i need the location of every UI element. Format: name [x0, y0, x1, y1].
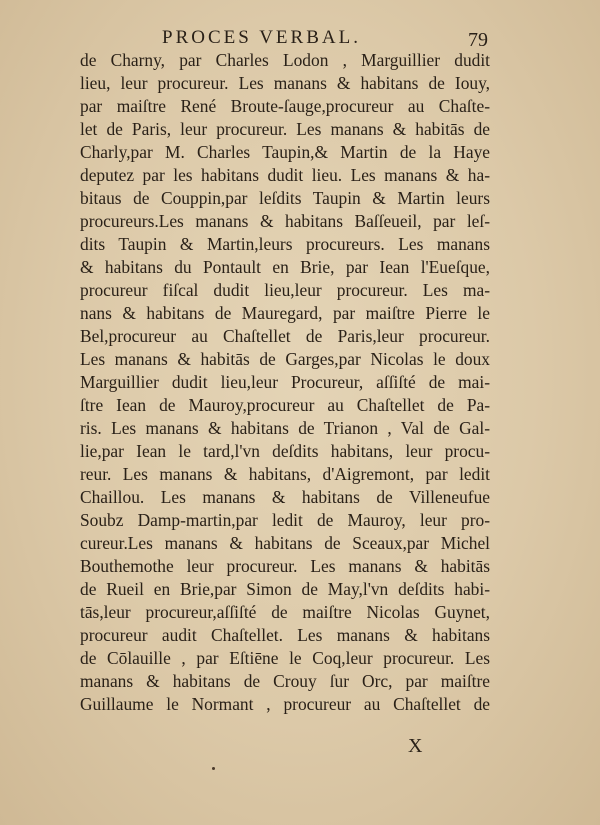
text-line: cureur.Les manans & habitans de Sceaux,par Michel — [80, 533, 490, 553]
text-line: de Charny, par Charles Lodon , Marguillier dudit — [80, 50, 490, 70]
text-line: lie,par Iean le tard,l'vn deſdits habitans, leur procu- — [80, 441, 490, 461]
text-line: procureurs.Les manans & habitans Baſſeueil, par leſ- — [80, 211, 490, 231]
text-line: ris. Les manans & habitans de Trianon , Val de Gal- — [80, 418, 490, 438]
text-line: manans & habitans de Crouy ſur Orc, par maiſtre — [80, 671, 490, 691]
text-line: ſtre Iean de Mauroy,procureur au Chaſtellet de Pa- — [80, 395, 490, 415]
signature-mark: X — [408, 735, 424, 757]
text-line: tās,leur procureur,aſſiſté de maiſtre Nicolas Guynet, — [80, 602, 490, 622]
text-line: par maiſtre René Broute-ſauge,procureur au Chaſte- — [80, 96, 490, 116]
text-line: Marguillier dudit lieu,leur Procureur, aſſiſté de mai- — [80, 372, 490, 392]
text-line: bitaus de Couppin,par leſdits Taupin & Martin leurs — [80, 188, 490, 208]
page-number: 79 — [468, 29, 488, 51]
text-line: Les manans & habitās de Garges,par Nicolas le doux — [80, 349, 490, 369]
running-title: PROCES VERBAL. — [162, 27, 361, 48]
text-line: Chaillou. Les manans & habitans de Villeneufue — [80, 487, 490, 507]
ink-speck — [212, 767, 215, 770]
text-line: Guillaume le Normant , procureur au Chaſtellet de — [80, 694, 490, 714]
text-line: Soubz Damp-martin,par ledit de Mauroy, leur pro- — [80, 510, 490, 530]
text-line: Bouthemothe leur procureur. Les manans & habitās — [80, 556, 490, 576]
body-text — [80, 49, 490, 716]
running-head — [0, 27, 600, 51]
text-line: & habitans du Pontault en Brie, par Iean l'Eueſque, — [80, 257, 490, 277]
text-line: reur. Les manans & habitans, d'Aigremont, par ledit — [80, 464, 490, 484]
text-line: de Rueil en Brie,par Simon de May,l'vn deſdits habi- — [80, 579, 490, 599]
text-line: procureur audit Chaſtellet. Les manans & habitans — [80, 625, 490, 645]
text-line: dits Taupin & Martin,leurs procureurs. Les manans — [80, 234, 490, 254]
text-line: Bel,procureur au Chaſtellet de Paris,leur procureur. — [80, 326, 490, 346]
text-line: de Cōlauille , par Eſtiēne le Coq,leur procureur. Les — [80, 648, 490, 668]
text-line: deputez par les habitans dudit lieu. Les manans & ha- — [80, 165, 490, 185]
text-line: lieu, leur procureur. Les manans & habitans de Iouy, — [80, 73, 490, 93]
text-line: nans & habitans de Mauregard, par maiſtre Pierre le — [80, 303, 490, 323]
text-line: procureur fiſcal dudit lieu,leur procureur. Les ma- — [80, 280, 490, 300]
text-line: let de Paris, leur procureur. Les manans & habitās de — [80, 119, 490, 139]
text-line: Charly,par M. Charles Taupin,& Martin de la Haye — [80, 142, 490, 162]
